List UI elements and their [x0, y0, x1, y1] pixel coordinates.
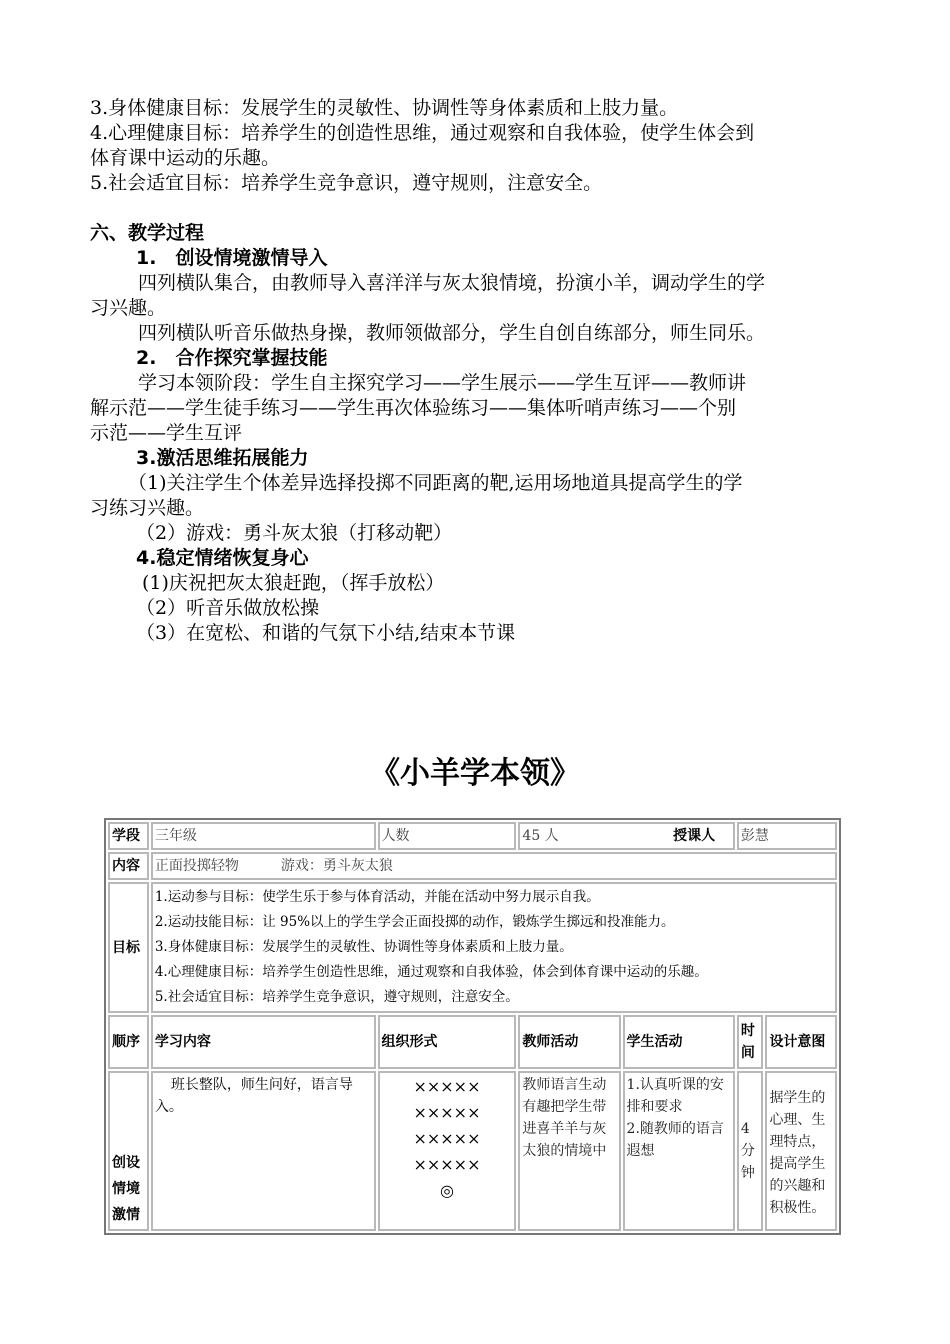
formation-row: ××××× [413, 1129, 481, 1148]
objective-4-cont: 体育课中运动的乐趣。 [90, 147, 281, 169]
step1-para2: 四列横队听音乐做热身操，教师领做部分，学生自创自练部分，师生同乐。 [138, 322, 766, 344]
section-heading: 六、教学过程 [90, 222, 205, 244]
count-label: 人数 [381, 828, 410, 844]
step1-heading: 1. 创设情境激情导入 [136, 247, 328, 269]
objective-5: 5.社会适宜目标：培养学生竞争意识，遵守规则，注意安全。 [90, 172, 603, 194]
step2-para1a: 学习本领阶段：学生自主探究学习——学生展示——学生互评——教师讲 [138, 372, 747, 394]
row1-design: 据学生的心理、生理特点，提高学生的兴趣和积极性。 [765, 1071, 837, 1231]
step2-para1c: 示范——学生互评 [90, 422, 243, 444]
count-cell [378, 822, 517, 850]
teacher-position-symbol: ◎ [439, 1181, 454, 1200]
content-value: 正面投掷轻物 游戏：勇斗灰太狼 [151, 852, 837, 880]
row1-teacher-activity: 教师语言生动有趣把学生带进喜羊羊与灰太狼的情境中 [518, 1071, 620, 1231]
step3-para1a: （1)关注学生个体差异选择投掷不同距离的靶,运用场地道具提高学生的学 [128, 472, 743, 494]
step4-para2: （2）听音乐做放松操 [136, 597, 320, 619]
header-time: 时间 [737, 1015, 764, 1069]
lesson-plan-table [104, 818, 841, 1235]
objective-4: 4.心理健康目标：培养学生的创造性思维，通过观察和自我体验，使学生体会到 [90, 122, 755, 144]
lesson-title: 《小羊学本领》 [370, 756, 580, 791]
count-value-cell [518, 822, 734, 850]
step3-para1b: 习练习兴趣。 [90, 497, 205, 519]
step1-para1b: 习兴趣。 [90, 297, 167, 319]
goal-4: 4.心理健康目标：培养学生创造性思维，通过观察和自我体验，体会到体育课中运动的乐趣。 [154, 964, 708, 980]
table-row [108, 822, 837, 850]
grade-label: 学段 [108, 822, 149, 850]
objective-3: 3.身体健康目标：发展学生的灵敏性、协调性等身体素质和上肢力量。 [90, 97, 679, 119]
goals-cell [151, 882, 837, 1013]
goal-1: 1.运动参与目标：使学生乐于参与体育活动，并能在活动中努力展示自我。 [154, 889, 600, 905]
formation-row: ××××× [413, 1155, 481, 1174]
row1-order: 创设情境激情 [108, 1071, 149, 1231]
table-row [108, 1071, 837, 1231]
table-row [108, 852, 837, 880]
goal-5: 5.社会适宜目标：培养学生竞争意识，遵守规则，注意安全。 [154, 989, 519, 1005]
student-activity-2: 2.随教师的语言遐想 [626, 1121, 724, 1159]
step4-para1: (1)庆祝把灰太狼赶跑，（挥手放松） [142, 572, 445, 594]
table-header-row [108, 1015, 837, 1069]
header-design: 设计意图 [765, 1015, 837, 1069]
header-order: 顺序 [108, 1015, 149, 1069]
header-organization: 组织形式 [378, 1015, 517, 1069]
objectives-continued [90, 96, 870, 646]
formation-row: ××××× [413, 1103, 481, 1122]
goal-3: 3.身体健康目标：发展学生的灵敏性、协调性等身体素质和上肢力量。 [154, 939, 573, 955]
formation-row: ××××× [413, 1077, 481, 1096]
step4-para3: （3）在宽松、和谐的气氛下小结,结束本节课 [136, 622, 516, 644]
row1-time: 4分钟 [737, 1071, 764, 1231]
goal-label: 目标 [108, 882, 149, 1013]
step3-para2: （2）游戏：勇斗灰太狼（打移动靶） [136, 522, 453, 544]
goal-2: 2.运动技能目标：让 95%以上的学生学会正面投掷的动作，锻炼学生掷远和投准能力。 [154, 914, 675, 930]
step4-heading: 4.稳定情绪恢复身心 [136, 547, 309, 569]
row1-formation [378, 1071, 517, 1231]
student-activity-1: 1.认真听课的安排和要求 [626, 1077, 724, 1115]
count-value: 45 人 [522, 828, 559, 844]
row1-student-activity [623, 1071, 735, 1231]
row1-content: 班长整队，师生问好，语言导入。 [151, 1071, 376, 1231]
step3-heading: 3.激活思维拓展能力 [136, 447, 309, 469]
content-label: 内容 [108, 852, 149, 880]
step2-para1b: 解示范——学生徒手练习——学生再次体验练习——集体听哨声练习——个别 [90, 397, 737, 419]
header-student: 学生活动 [623, 1015, 735, 1069]
step2-heading: 2. 合作探究掌握技能 [136, 347, 328, 369]
teacher-label: 授课人 [673, 828, 716, 844]
step1-para1a: 四列横队集合，由教师导入喜洋洋与灰太狼情境，扮演小羊，调动学生的学 [138, 272, 766, 294]
header-teacher: 教师活动 [518, 1015, 620, 1069]
header-content: 学习内容 [151, 1015, 376, 1069]
grade-value: 三年级 [151, 822, 376, 850]
teacher-value: 彭慧 [737, 822, 837, 850]
table-row [108, 882, 837, 1013]
